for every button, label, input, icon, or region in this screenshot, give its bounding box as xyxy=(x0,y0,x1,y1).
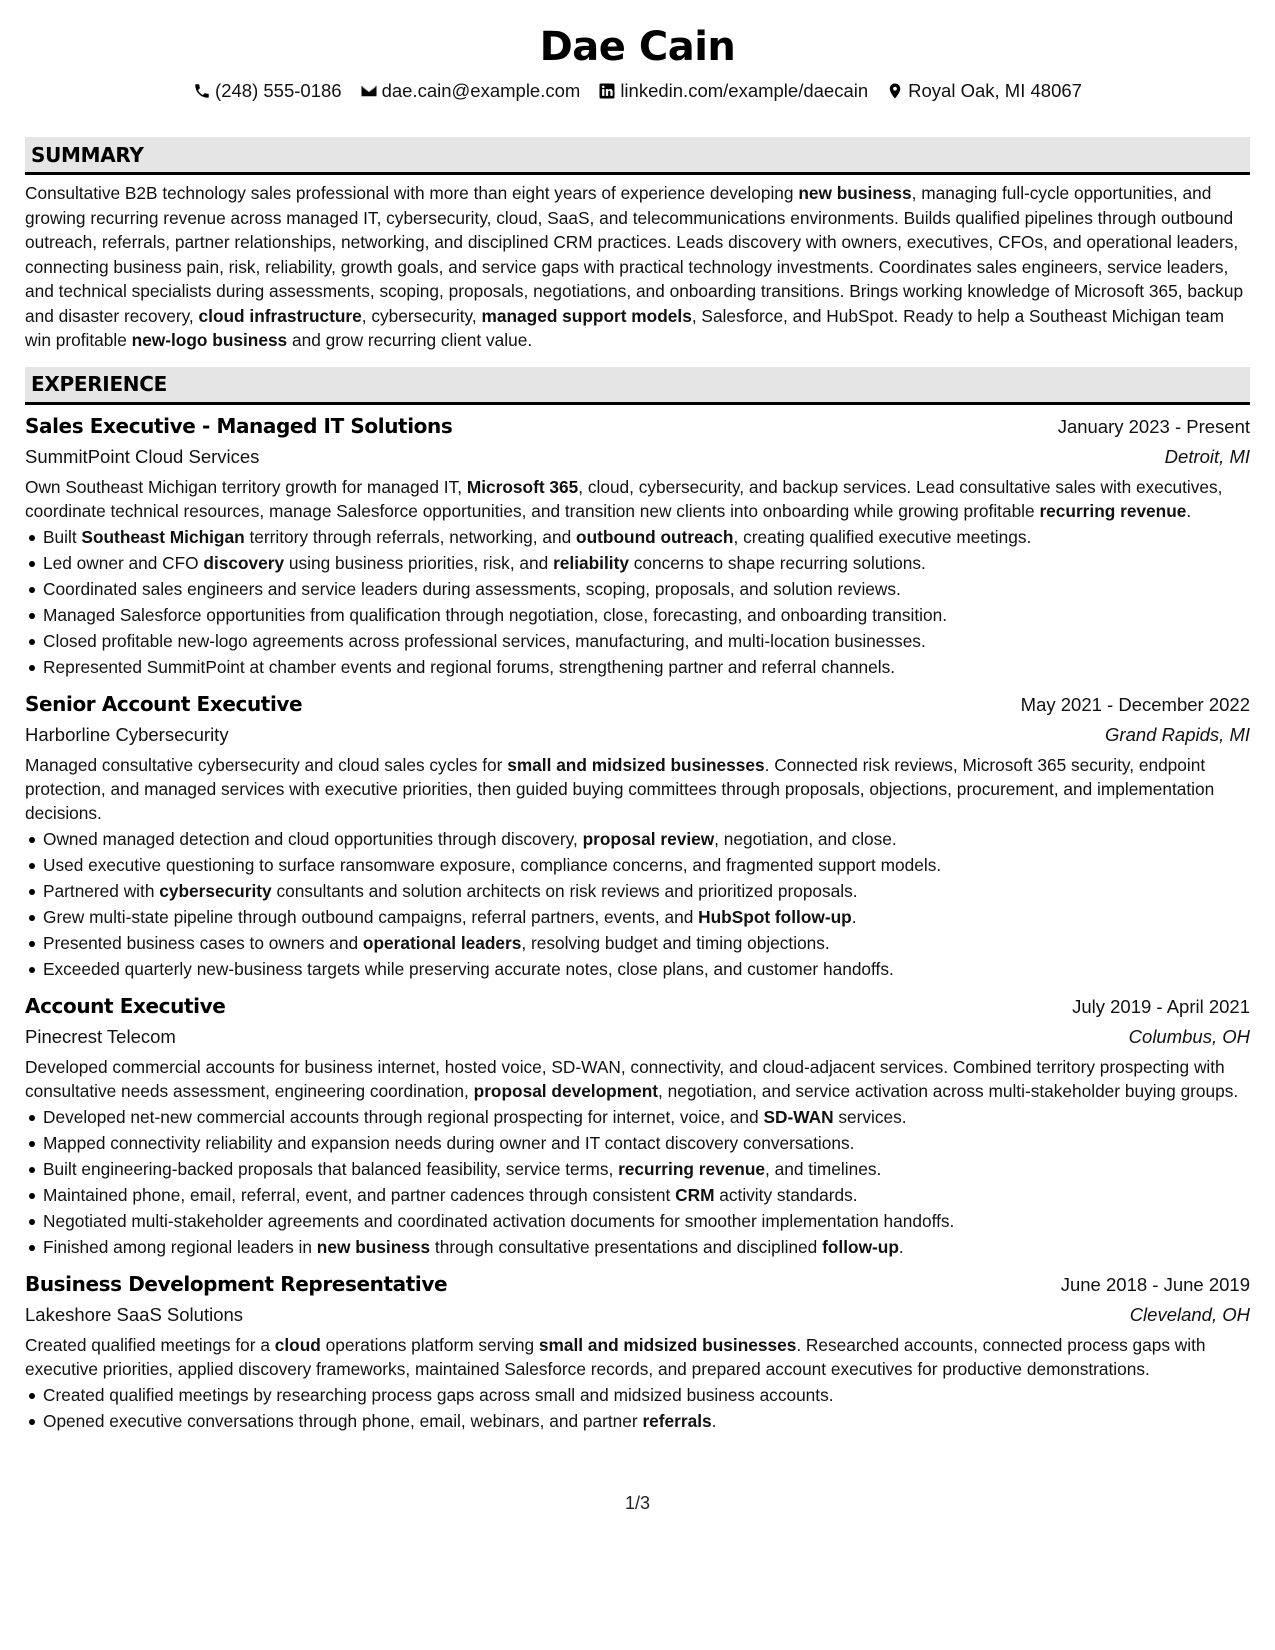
text-run: Opened executive conversations through phone, email, webinars, and partner xyxy=(43,1410,643,1431)
text-run: . Researched accounts, connected process gaps with executive priorities, applied discovery frameworks, maintained Salesforce records, and prepared account executives for productive demonstrations. xyxy=(25,1334,1206,1379)
candidate-name: Dae Cain xyxy=(539,24,736,70)
text-run: using business priorities, risk, and xyxy=(284,552,554,573)
bold-keyword: Southeast Michigan xyxy=(81,526,245,547)
job-entry xyxy=(25,991,1250,1260)
bold-keyword: new-logo business xyxy=(131,330,288,350)
list-item xyxy=(25,904,1250,930)
text-run: Led owner and CFO xyxy=(43,552,204,573)
bold-keyword: SD-WAN xyxy=(763,1106,834,1127)
list-item xyxy=(25,524,1250,550)
text-run: Created qualified meetings by researching process gaps across small and midsized business accounts. xyxy=(43,1384,834,1405)
text-run: Built engineering-backed proposals that balanced feasibility, service terms, xyxy=(43,1158,619,1179)
list-item xyxy=(25,1156,1250,1182)
job-entry xyxy=(25,689,1250,982)
job-bullets xyxy=(25,1382,1250,1434)
bold-keyword: cloud xyxy=(274,1334,321,1355)
job-header-line xyxy=(25,991,1250,1022)
job-header-line xyxy=(25,1269,1250,1300)
bold-keyword: new business xyxy=(798,183,912,203)
list-item xyxy=(25,956,1250,982)
text-run: Owned managed detection and cloud opportunities through discovery, xyxy=(43,828,583,849)
bold-keyword: small and midsized businesses xyxy=(507,754,765,775)
map-pin-icon xyxy=(886,82,904,100)
experience-heading xyxy=(25,367,1250,405)
contact-phone[interactable] xyxy=(193,77,342,105)
text-run: Partnered with xyxy=(43,880,160,901)
list-item xyxy=(25,878,1250,904)
contact-location xyxy=(886,77,1082,105)
contact-linkedin-text: linkedin.com/example/daecain xyxy=(620,80,869,101)
text-run: , resolving budget and timing objections. xyxy=(521,932,830,953)
text-run: Managed Salesforce opportunities from qualification through negotiation, close, forecasting, and onboarding transition. xyxy=(43,604,947,625)
list-item xyxy=(25,1234,1250,1260)
text-run: , negotiation, and service activation across multi-stakeholder buying groups. xyxy=(658,1080,1239,1101)
text-run: services. xyxy=(833,1106,907,1127)
bold-keyword: proposal review xyxy=(582,828,715,849)
job-bullets xyxy=(25,826,1250,982)
experience-list xyxy=(25,411,1250,1434)
resume-page xyxy=(25,18,1250,1434)
list-item xyxy=(25,1208,1250,1234)
text-run: Maintained phone, email, referral, event, and partner cadences through consistent xyxy=(43,1184,676,1205)
job-dates: June 2018 - June 2019 xyxy=(1060,1273,1250,1295)
contact-location-text: Royal Oak, MI 48067 xyxy=(908,80,1082,101)
job-title: Business Development Representative xyxy=(25,1271,448,1296)
job-title: Account Executive xyxy=(25,993,226,1018)
text-run: Used executive questioning to surface ransomware exposure, compliance concerns, and fragmented support models. xyxy=(43,854,942,875)
text-run: , cybersecurity, xyxy=(361,305,482,326)
contact-email[interactable] xyxy=(360,77,581,105)
job-company: Harborline Cybersecurity xyxy=(25,723,229,745)
bold-keyword: managed support models xyxy=(481,305,692,326)
bold-keyword: follow-up xyxy=(822,1236,899,1257)
job-dates: July 2019 - April 2021 xyxy=(1072,995,1250,1017)
text-run: through consultative presentations and disciplined xyxy=(430,1236,823,1257)
text-run: operations platform serving xyxy=(320,1334,539,1355)
list-item xyxy=(25,576,1250,602)
list-item xyxy=(25,852,1250,878)
contact-email-text: dae.cain@example.com xyxy=(381,80,581,101)
job-company: Lakeshore SaaS Solutions xyxy=(25,1303,244,1325)
text-run: . xyxy=(1186,500,1192,521)
list-item xyxy=(25,1104,1250,1130)
bold-keyword: small and midsized businesses xyxy=(538,1334,797,1355)
text-run: , managing full-cycle opportunities, and growing recurring revenue across managed IT, cybersecurity, cloud, SaaS, and telecommunications environments. Builds qualified pipelines through outbound outreach, referrals, partner relationships, networking, and disciplined CRM practices. Leads discovery with owners, executives, CFOs, and operational leaders, connecting business pain, risk, reliability, growth goals, and service gaps with practical technology investments. Coordinates sales engineers, service leaders, and technical specialists during assessments, scoping, proposals, negotiations, and onboarding transitions. Brings working knowledge of Microsoft 365, backup and disaster recovery, xyxy=(25,183,1244,326)
job-description xyxy=(25,1055,1250,1103)
list-item xyxy=(25,654,1250,680)
job-dates: May 2021 - December 2022 xyxy=(1020,693,1250,715)
list-item xyxy=(25,602,1250,628)
job-bullets xyxy=(25,1104,1250,1260)
job-header-line xyxy=(25,411,1250,442)
list-item xyxy=(25,1408,1250,1434)
text-run: Developed commercial accounts for business internet, hosted voice, SD-WAN, connectivity, and cloud-adjacent services. Combined territory prospecting with consultative needs assessment, engineering coordination, xyxy=(25,1056,1225,1101)
text-run: Built xyxy=(43,526,82,547)
list-item xyxy=(25,628,1250,654)
experience-heading-text: EXPERIENCE xyxy=(31,372,167,396)
bold-keyword: new business xyxy=(316,1236,431,1257)
text-run: Developed net-new commercial accounts through regional prospecting for internet, voice, and xyxy=(43,1106,764,1127)
text-run: Closed profitable new-logo agreements across professional services, manufacturing, and multi-location businesses. xyxy=(43,630,926,651)
text-run: , and timelines. xyxy=(765,1158,882,1179)
text-run: Created qualified meetings for a xyxy=(25,1334,275,1355)
summary-heading-text: SUMMARY xyxy=(31,142,144,167)
bold-keyword: cloud infrastructure xyxy=(198,305,362,326)
bold-keyword: reliability xyxy=(553,552,629,573)
text-run: Grew multi-state pipeline through outbound campaigns, referral partners, events, and xyxy=(43,906,699,927)
linkedin-icon xyxy=(598,82,616,100)
job-company: Pinecrest Telecom xyxy=(25,1025,176,1047)
contact-phone-text: (248) 555-0186 xyxy=(215,80,342,101)
text-run: Coordinated sales engineers and service leaders during assessments, scoping, proposals, and solution reviews. xyxy=(43,578,901,599)
text-run: . xyxy=(898,1236,904,1257)
list-item xyxy=(25,1182,1250,1208)
text-run: Managed consultative cybersecurity and cloud sales cycles for xyxy=(25,754,508,775)
job-entry xyxy=(25,411,1250,680)
text-run: , Salesforce, and HubSpot. Ready to help a Southeast Michigan team win profitable xyxy=(25,305,1225,350)
envelope-icon xyxy=(360,82,378,100)
summary-text xyxy=(25,181,1250,353)
bold-keyword: Microsoft 365 xyxy=(466,476,579,497)
job-location: Grand Rapids, MI xyxy=(1105,723,1250,745)
text-run: Finished among regional leaders in xyxy=(43,1236,317,1257)
job-title: Senior Account Executive xyxy=(25,691,303,716)
bold-keyword: HubSpot follow-up xyxy=(698,906,852,927)
text-run: Represented SummitPoint at chamber events and regional forums, strengthening partner and referral channels. xyxy=(43,656,896,677)
text-run: activity standards. xyxy=(714,1184,858,1205)
text-run: . xyxy=(851,906,857,927)
text-run: , cloud, cybersecurity, and backup services. Lead consultative sales with executives, coordinate technical resources, manage Salesforce opportunities, and transition new clients into onboarding while growing profitable xyxy=(25,476,1223,521)
job-header-line xyxy=(25,689,1250,720)
job-company: SummitPoint Cloud Services xyxy=(25,445,260,467)
bold-keyword: referrals xyxy=(642,1410,712,1431)
bold-keyword: CRM xyxy=(675,1184,715,1205)
job-title: Sales Executive - Managed IT Solutions xyxy=(25,413,453,438)
text-run: Consultative B2B technology sales professional with more than eight years of experience developing xyxy=(25,183,799,203)
list-item xyxy=(25,1382,1250,1408)
text-run: Negotiated multi-stakeholder agreements and coordinated activation documents for smoother implementation handoffs. xyxy=(43,1210,955,1231)
phone-icon xyxy=(193,82,211,100)
summary-heading xyxy=(25,137,1250,175)
job-location: Columbus, OH xyxy=(1128,1025,1250,1047)
job-location: Cleveland, OH xyxy=(1129,1303,1250,1325)
text-run: and grow recurring client value. xyxy=(287,330,533,350)
job-description xyxy=(25,475,1250,523)
text-run: consultants and solution architects on risk reviews and prioritized proposals. xyxy=(271,880,858,901)
bold-keyword: recurring revenue xyxy=(1039,500,1187,521)
job-company-line xyxy=(25,1022,1250,1051)
text-run: territory through referrals, networking, and xyxy=(244,526,577,547)
text-run: Mapped connectivity reliability and expansion needs during owner and IT contact discovery conversations. xyxy=(43,1132,855,1153)
contact-linkedin[interactable] xyxy=(598,77,868,105)
job-company-line xyxy=(25,720,1250,749)
job-company-line xyxy=(25,1300,1250,1329)
bold-keyword: operational leaders xyxy=(362,932,522,953)
text-run: , creating qualified executive meetings. xyxy=(733,526,1032,547)
text-run: concerns to shape recurring solutions. xyxy=(628,552,926,573)
bold-keyword: proposal development xyxy=(473,1080,659,1101)
page-number: 1/3 xyxy=(624,1493,651,1513)
text-run: Exceeded quarterly new-business targets while preserving accurate notes, close plans, and customer handoffs. xyxy=(43,958,894,979)
bold-keyword: outbound outreach xyxy=(576,526,734,547)
list-item xyxy=(25,826,1250,852)
job-dates: January 2023 - Present xyxy=(1057,415,1250,437)
text-run: Presented business cases to owners and xyxy=(43,932,363,953)
text-run: , negotiation, and close. xyxy=(714,828,897,849)
job-description xyxy=(25,753,1250,825)
job-location: Detroit, MI xyxy=(1164,445,1250,467)
job-company-line xyxy=(25,442,1250,471)
bold-keyword: discovery xyxy=(203,552,285,573)
job-entry xyxy=(25,1269,1250,1434)
list-item xyxy=(25,550,1250,576)
list-item xyxy=(25,1130,1250,1156)
bold-keyword: cybersecurity xyxy=(159,880,272,901)
text-run: Own Southeast Michigan territory growth for managed IT, xyxy=(25,476,467,497)
text-run: . Connected risk reviews, Microsoft 365 security, endpoint protection, and managed services with executive priorities, then guided buying committees through proposals, objections, procurement, and implementation decisions. xyxy=(25,754,1215,823)
bold-keyword: recurring revenue xyxy=(618,1158,766,1179)
job-bullets xyxy=(25,524,1250,680)
job-description xyxy=(25,1333,1250,1381)
text-run: . xyxy=(711,1410,717,1431)
list-item xyxy=(25,930,1250,956)
contact-bar xyxy=(25,77,1250,105)
